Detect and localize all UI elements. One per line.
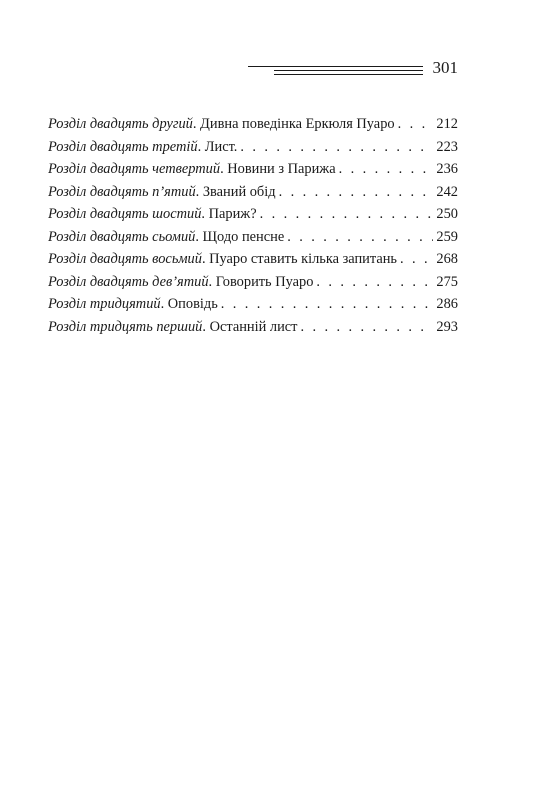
chapter-page-number: 223 (436, 138, 458, 155)
chapter-title: . Оповідь (160, 296, 218, 312)
chapter-title: . Лист. (197, 138, 238, 155)
dot-leader (257, 203, 434, 226)
dot-leader (397, 248, 433, 271)
toc-entry-chapter-23 (48, 136, 458, 159)
chapter-page-number: 259 (436, 228, 458, 245)
chapter-label: Розділ двадцять восьмий (48, 251, 202, 267)
dot-leader (284, 226, 433, 249)
chapter-label: Розділ двадцять дев’ятий (48, 273, 209, 290)
chapter-page-number: 293 (436, 318, 458, 335)
page-number: 301 (432, 58, 458, 77)
chapter-label: Розділ двадцять сьомий (48, 228, 196, 245)
chapter-page-number: 268 (436, 251, 458, 267)
dot-leader (395, 113, 434, 136)
dot-leader (336, 158, 434, 181)
dot-leader (276, 181, 434, 204)
table-of-contents (48, 113, 458, 338)
chapter-title: . Новини з Парижа (220, 161, 336, 177)
running-header (248, 58, 458, 82)
chapter-label: Розділ двадцять шостий (48, 206, 202, 222)
chapter-title: . Говорить Пуаро (208, 273, 314, 290)
toc-entry-chapter-31 (48, 316, 458, 339)
toc-entry-chapter-27 (48, 226, 458, 249)
dot-leader (297, 316, 433, 339)
chapter-label: Розділ тридцять перший (48, 318, 203, 335)
toc-entry-chapter-29 (48, 271, 458, 294)
toc-entry-chapter-26 (48, 203, 458, 226)
chapter-page-number: 250 (436, 206, 458, 222)
toc-entry-chapter-28 (48, 248, 458, 271)
chapter-page-number: 242 (436, 183, 458, 200)
header-rule-thick (248, 66, 423, 67)
chapter-page-number: 236 (436, 161, 458, 177)
chapter-label: Розділ тридцятий (48, 296, 161, 312)
chapter-title: . Дивна поведінка Еркюля Пуаро (192, 116, 395, 132)
dot-leader (218, 293, 434, 316)
chapter-label: Розділ двадцять третій (48, 138, 198, 155)
chapter-label: Розділ двадцять четвертий (48, 161, 221, 177)
chapter-label: Розділ двадцять другий (48, 116, 193, 132)
chapter-label: Розділ двадцять п’ятий (48, 183, 196, 200)
toc-entry-chapter-22 (48, 113, 458, 136)
toc-entry-chapter-24 (48, 158, 458, 181)
chapter-page-number: 286 (436, 296, 458, 312)
chapter-page-number: 212 (436, 116, 458, 132)
chapter-title: . Париж? (201, 206, 257, 222)
chapter-title: . Щодо пенсне (195, 228, 285, 245)
toc-entry-chapter-25 (48, 181, 458, 204)
dot-leader (313, 271, 433, 294)
chapter-title: . Пуаро ставить кілька запитань (201, 251, 397, 267)
dot-leader (237, 136, 433, 159)
header-rule-double (274, 70, 423, 75)
chapter-title: . Званий обід (195, 183, 276, 200)
chapter-title: . Останній лист (202, 318, 298, 335)
chapter-page-number: 275 (436, 273, 458, 290)
toc-entry-chapter-30 (48, 293, 458, 316)
